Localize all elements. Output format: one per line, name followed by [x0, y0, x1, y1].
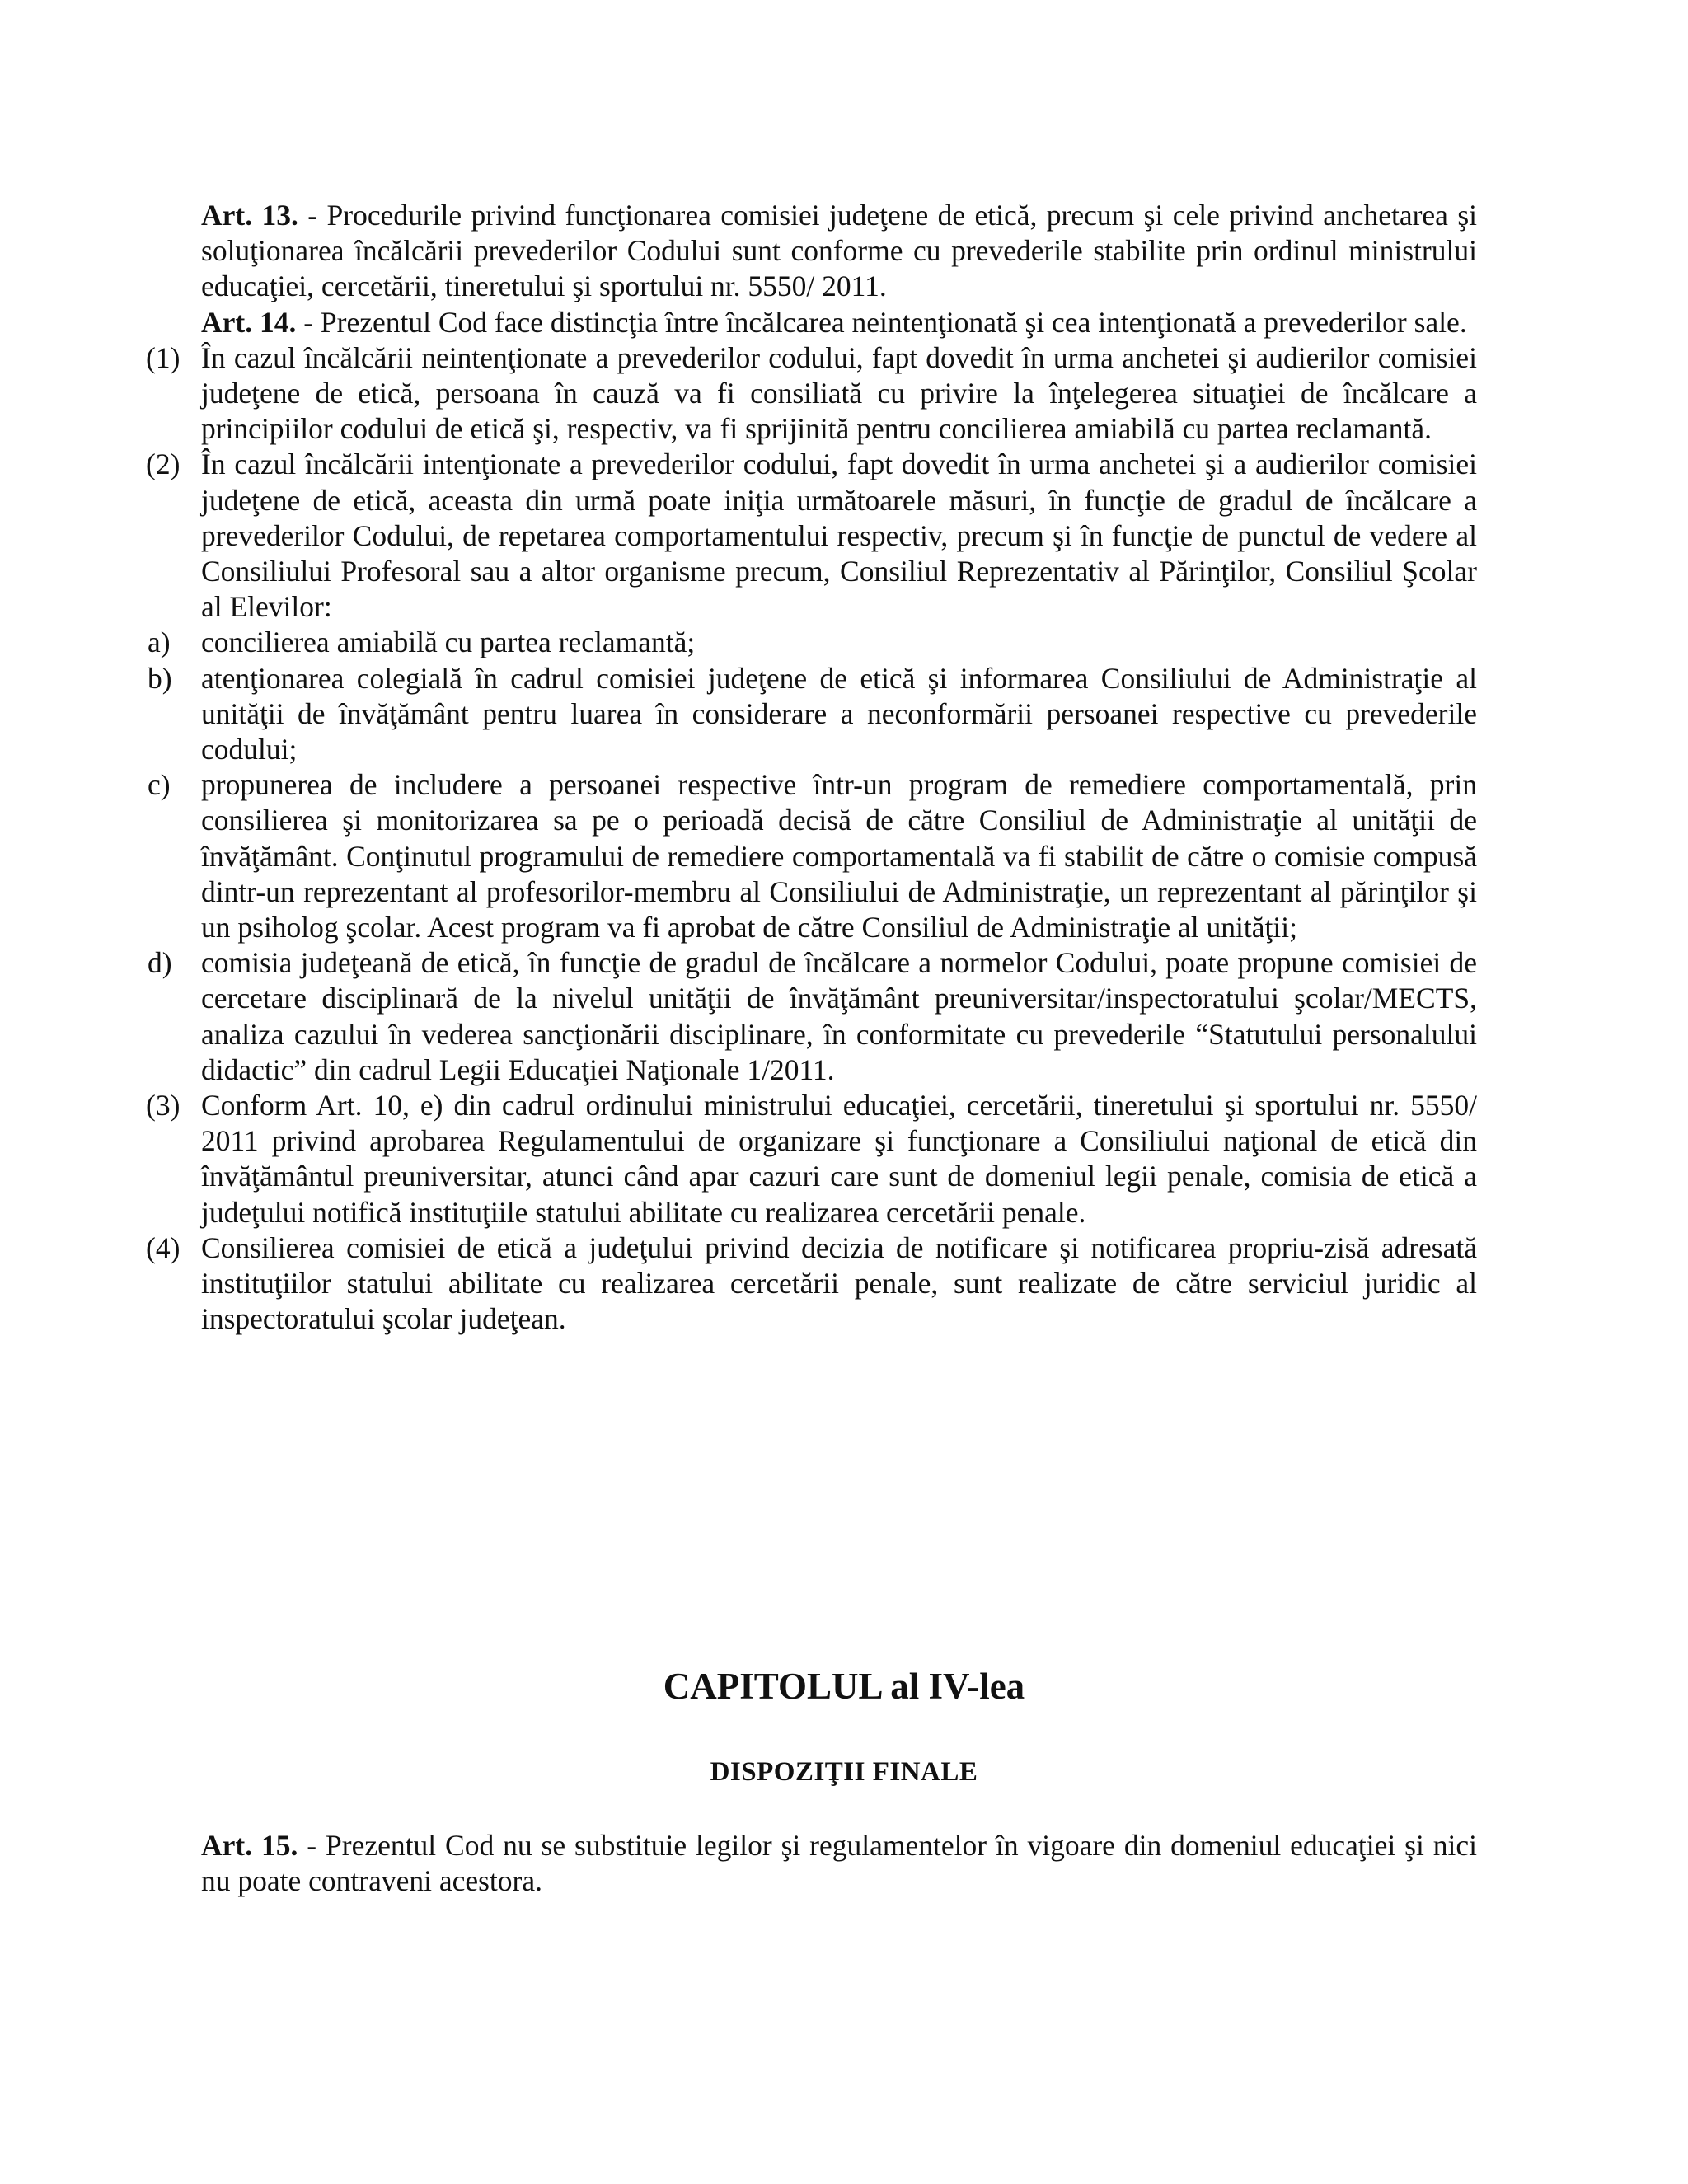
article-15-text: - Prezentul Cod nu se substituie legilor şi regulamentelor în vigoare din domeniul educaţiei şi nici nu poate contraveni acestora. — [201, 1829, 1477, 1898]
article-13-label: Art. 13. — [201, 199, 298, 232]
paragraph-marker: (2) — [146, 448, 181, 481]
paragraph-2 — [146, 447, 1477, 625]
chapter-title: CAPITOLUL al IV-lea — [663, 1666, 1025, 1707]
measure-marker: d) — [148, 946, 172, 980]
paragraph-3 — [146, 1088, 1477, 1230]
measure-marker: b) — [148, 661, 172, 695]
measure-a — [148, 625, 1477, 660]
measure-text: atenţionarea colegială în cadrul comisiei judeţene de etică şi informarea Consiliului de Administraţie al unităţii de învăţământ pentru luarea în considerare a neconformării persoanei respective cu prevederile codului; — [201, 661, 1477, 766]
paragraph-marker: (4) — [146, 1230, 181, 1264]
article-14 — [201, 305, 1477, 340]
measure-marker: a) — [148, 626, 171, 659]
paragraph-1 — [146, 340, 1477, 448]
paragraph-marker: (1) — [146, 340, 181, 374]
measure-c — [148, 767, 1477, 945]
measure-text: comisia judeţeană de etică, în funcţie de gradul de încălcare a normelor Codului, poate propune comisiei de cercetare disciplinară de la nivelul unităţii de învăţământ preuniversitar/inspectoratului şcolar/MECTS, analiza cazului în vederea sancţionării disciplinare, în conformitate cu prevederile “Statutului personalului didactic” din cadrul Legii Educaţiei Naţionale 1/2011. — [201, 946, 1477, 1086]
article-15 — [201, 1828, 1477, 1899]
measure-marker: c) — [148, 768, 171, 802]
paragraph-text: În cazul încălcării neintenţionate a prevederilor codului, fapt dovedit în urma anchetei şi audierilor comisiei judeţene de etică, persoana în cauză va fi consiliată cu privire la înţelegerea situaţiei de încălcare a principiilor codului de etică şi, respectiv, va fi sprijinită pentru concilierea amiabilă cu partea reclamantă. — [201, 340, 1477, 446]
paragraph-marker: (3) — [146, 1089, 181, 1122]
measure-text: propunerea de includere a persoanei respective într-un program de remediere comportamentală, prin consilierea şi monitorizarea sa pe o perioadă decisă de către Consiliul de Administraţie al unităţii de învăţământ. Conţinutul programului de remediere comportamentală va fi stabilit de către o comisie compusă dintr-un reprezentant al profesorilor-membru al Consiliului de Administraţie, un reprezentant al părinţilor şi un psiholog şcolar. Acest program va fi aprobat de către Consiliul de Administraţie al unităţii; — [201, 768, 1477, 944]
measure-text: concilierea amiabilă cu partea reclamantă; — [201, 626, 696, 659]
paragraph-text: Conform Art. 10, e) din cadrul ordinului ministrului educaţiei, cercetării, tineretului şi sportului nr. 5550/ 2011 privind aprobarea Regulamentului de organizare şi funcţionare a Consiliului naţional de etică din învăţământul preuniversitar, atunci când apar cazuri care sunt de domeniul legii penale, comisia de etică a judeţului notifică instituţiile statului abilitate cu realizarea cercetării penale. — [201, 1089, 1477, 1229]
article-13 — [201, 198, 1477, 305]
measure-b — [148, 661, 1477, 768]
paragraph-text: În cazul încălcării intenţionate a prevederilor codului, fapt dovedit în urma anchetei şi a audierilor comisiei judeţene de etică, aceasta din urmă poate iniţia următoarele măsuri, în funcţie de gradul de încălcare a prevederilor Codului, de repetarea comportamentului respectiv, precum şi în funcţie de punctul de vedere al Consiliului Profesoral sau a altor organisme precum, Consiliul Reprezentativ al Părinţilor, Consiliul Şcolar al Elevilor: — [201, 448, 1477, 624]
document-body — [146, 198, 1478, 1338]
paragraph-text: Consilierea comisiei de etică a judeţului privind decizia de notificare şi notificarea propriu-zisă adresată instituţiilor statului abilitate cu realizarea cercetării penale, sunt realizate de către serviciul juridic al inspectoratului şcolar judeţean. — [201, 1230, 1477, 1336]
chapter-subtitle: DISPOZIŢII FINALE — [710, 1757, 978, 1787]
article-14-label: Art. 14. — [201, 305, 297, 339]
article-14-text: - Prezentul Cod face distincţia între încălcarea neintenţionată şi cea intenţionată a prevederilor sale. — [296, 305, 1467, 339]
measure-d — [148, 945, 1477, 1088]
article-13-text: - Procedurile privind funcţionarea comisiei judeţene de etică, precum şi cele privind anchetarea şi soluţionarea încălcării prevederilor Codului sunt conforme cu prevederile stabilite prin ordinul ministrului educaţiei, cercetării, tineretului şi sportului nr. 5550/ 2011. — [201, 199, 1478, 303]
paragraph-4 — [146, 1230, 1477, 1338]
article-15-label: Art. 15. — [201, 1829, 298, 1862]
